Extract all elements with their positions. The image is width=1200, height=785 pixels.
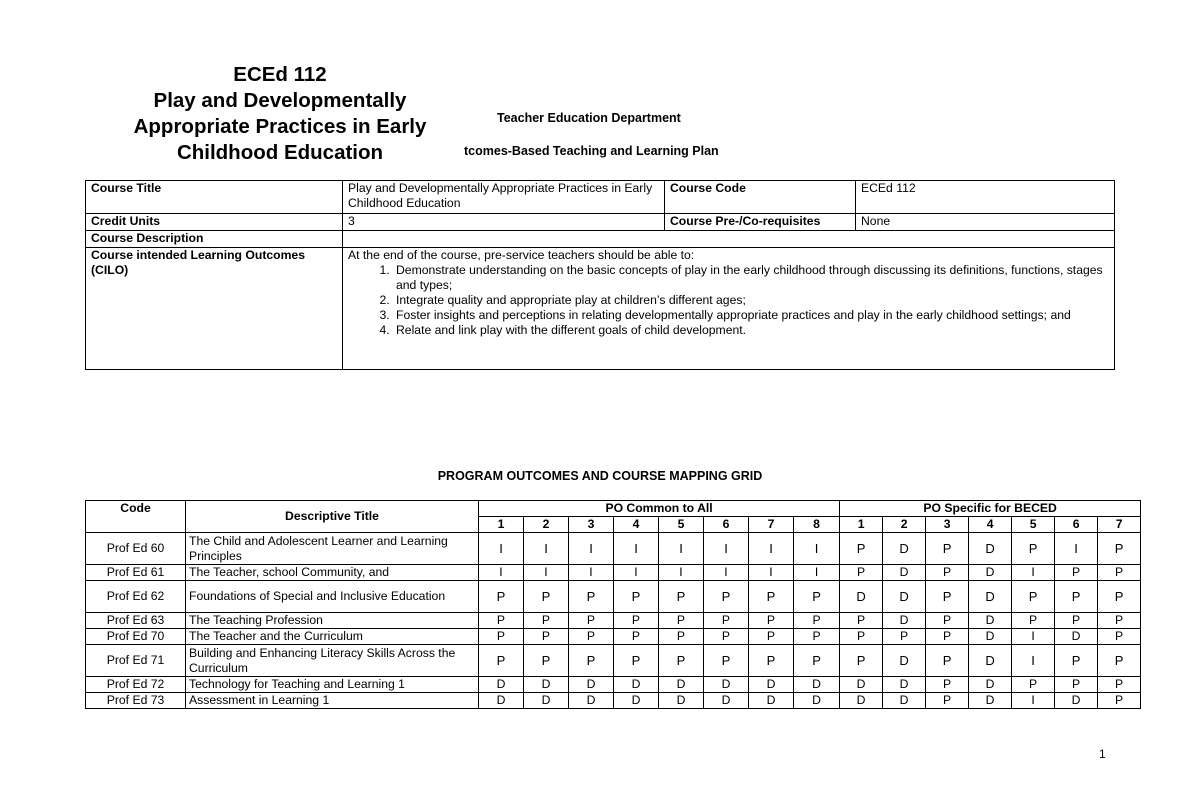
po-specific-cell: D <box>883 565 926 581</box>
po-specific-number: 5 <box>1012 517 1055 533</box>
course-code-cell: Prof Ed 72 <box>86 677 186 693</box>
po-specific-cell: P <box>1098 677 1141 693</box>
po-specific-cell: P <box>840 533 883 565</box>
po-specific-cell: P <box>1098 565 1141 581</box>
course-code-label: Course Code <box>665 181 856 214</box>
po-specific-cell: P <box>840 629 883 645</box>
po-specific-cell: P <box>926 533 969 565</box>
mapping-grid-table <box>85 500 1141 709</box>
cilo-list <box>348 263 1109 338</box>
po-specific-cell: P <box>1012 613 1055 629</box>
po-common-cell: P <box>569 613 614 629</box>
page-number: 1 <box>1099 747 1106 761</box>
course-code-cell: Prof Ed 70 <box>86 629 186 645</box>
po-common-cell: I <box>524 565 569 581</box>
po-common-cell: I <box>659 565 704 581</box>
po-common-cell: P <box>524 581 569 613</box>
descriptive-title-cell: Technology for Teaching and Learning 1 <box>186 677 479 693</box>
po-common-number: 2 <box>524 517 569 533</box>
po-common-cell: P <box>659 645 704 677</box>
po-specific-cell: P <box>883 629 926 645</box>
po-common-cell: P <box>659 581 704 613</box>
course-code-cell: Prof Ed 63 <box>86 613 186 629</box>
cilo-content <box>343 248 1115 370</box>
po-specific-cell: I <box>1012 629 1055 645</box>
po-common-cell: P <box>749 645 794 677</box>
po-specific-cell: D <box>840 677 883 693</box>
po-specific-cell: P <box>1098 581 1141 613</box>
descriptive-title-cell: Building and Enhancing Literacy Skills Across the Curriculum <box>186 645 479 677</box>
cilo-intro: At the end of the course, pre-service teachers should be able to: <box>348 248 695 262</box>
po-common-cell: P <box>479 629 524 645</box>
po-specific-cell: D <box>1055 693 1098 709</box>
descriptive-title-cell: Foundations of Special and Inclusive Education <box>186 581 479 613</box>
po-specific-cell: I <box>1012 565 1055 581</box>
po-specific-cell: P <box>1098 693 1141 709</box>
po-common-cell: I <box>794 565 840 581</box>
po-specific-cell: P <box>926 677 969 693</box>
po-common-cell: P <box>659 613 704 629</box>
po-specific-cell: P <box>1098 629 1141 645</box>
po-common-cell: P <box>659 629 704 645</box>
po-common-cell: I <box>749 533 794 565</box>
po-common-cell: I <box>479 565 524 581</box>
po-specific-cell: D <box>883 645 926 677</box>
po-common-cell: P <box>479 581 524 613</box>
po-specific-cell: P <box>926 693 969 709</box>
po-specific-number: 6 <box>1055 517 1098 533</box>
po-specific-cell: P <box>926 629 969 645</box>
po-common-header: PO Common to All <box>479 501 840 517</box>
descriptive-title-cell: The Teacher and the Curriculum <box>186 629 479 645</box>
course-code-cell: Prof Ed 61 <box>86 565 186 581</box>
course-code-cell: Prof Ed 71 <box>86 645 186 677</box>
po-specific-cell: P <box>840 613 883 629</box>
po-common-cell: I <box>659 533 704 565</box>
po-common-number: 8 <box>794 517 840 533</box>
po-common-cell: P <box>749 613 794 629</box>
po-common-cell: D <box>794 677 840 693</box>
po-specific-cell: D <box>969 629 1012 645</box>
po-common-cell: I <box>614 533 659 565</box>
credit-units-value: 3 <box>343 214 665 231</box>
po-common-cell: D <box>794 693 840 709</box>
po-common-number: 5 <box>659 517 704 533</box>
po-specific-cell: P <box>1098 533 1141 565</box>
descriptive-title-cell: The Teacher, school Community, and <box>186 565 479 581</box>
credit-units-label: Credit Units <box>86 214 343 231</box>
po-common-cell: I <box>479 533 524 565</box>
prerequisites-label: Course Pre-/Co-requisites <box>665 214 856 231</box>
descriptive-title-header: Descriptive Title <box>186 501 479 533</box>
po-specific-number: 4 <box>969 517 1012 533</box>
po-common-cell: D <box>659 693 704 709</box>
cilo-item: 4. Relate and link play with the different goals of child development. <box>393 323 1109 338</box>
po-common-cell: D <box>524 677 569 693</box>
department-heading: Teacher Education Department <box>497 111 681 125</box>
po-common-number: 4 <box>614 517 659 533</box>
po-common-cell: D <box>479 677 524 693</box>
po-common-cell: P <box>749 629 794 645</box>
table-row <box>86 677 1141 693</box>
po-specific-cell: D <box>840 581 883 613</box>
title-line: Appropriate Practices in Early <box>133 115 427 138</box>
po-common-number: 3 <box>569 517 614 533</box>
po-common-cell: P <box>794 629 840 645</box>
cilo-label: Course intended Learning Outcomes (CILO) <box>86 248 343 370</box>
po-specific-cell: P <box>840 565 883 581</box>
po-specific-cell: D <box>969 565 1012 581</box>
po-common-cell: D <box>569 677 614 693</box>
course-title-heading <box>105 62 455 166</box>
po-common-cell: I <box>749 565 794 581</box>
course-code-value: ECEd 112 <box>856 181 1115 214</box>
po-specific-cell: P <box>1055 645 1098 677</box>
po-common-cell: P <box>794 613 840 629</box>
po-common-cell: I <box>569 565 614 581</box>
course-info-table <box>85 180 1115 370</box>
po-specific-cell: P <box>1098 613 1141 629</box>
po-common-cell: D <box>659 677 704 693</box>
po-specific-number: 1 <box>840 517 883 533</box>
po-common-cell: P <box>614 645 659 677</box>
po-common-cell: P <box>704 629 749 645</box>
po-common-cell: D <box>749 677 794 693</box>
table-row <box>86 645 1141 677</box>
po-specific-cell: P <box>1098 645 1141 677</box>
po-specific-cell: P <box>926 581 969 613</box>
po-common-cell: D <box>614 693 659 709</box>
cilo-item: 3. Foster insights and perceptions in relating developmentally appropriate practices and play in the early childhood settings; and <box>393 308 1109 323</box>
po-specific-cell: D <box>969 645 1012 677</box>
po-common-number: 7 <box>749 517 794 533</box>
table-row <box>86 533 1141 565</box>
po-common-cell: P <box>704 581 749 613</box>
po-common-cell: P <box>704 613 749 629</box>
po-specific-cell: P <box>1055 565 1098 581</box>
po-specific-cell: D <box>883 677 926 693</box>
po-specific-cell: I <box>1055 533 1098 565</box>
po-common-cell: P <box>794 581 840 613</box>
po-common-cell: I <box>569 533 614 565</box>
po-common-cell: P <box>479 645 524 677</box>
cilo-item: 1. Demonstrate understanding on the basic concepts of play in the early childhood through discussing its definitions, functions, stages and types; <box>393 263 1109 293</box>
course-description-label: Course Description <box>86 231 343 248</box>
po-specific-cell: P <box>1012 581 1055 613</box>
po-specific-cell: D <box>969 581 1012 613</box>
po-common-cell: P <box>569 581 614 613</box>
po-common-cell: I <box>524 533 569 565</box>
mapping-grid-title: PROGRAM OUTCOMES AND COURSE MAPPING GRID <box>437 469 763 483</box>
po-common-cell: P <box>569 629 614 645</box>
po-common-cell: P <box>614 581 659 613</box>
table-row <box>86 581 1141 613</box>
po-common-cell: D <box>704 677 749 693</box>
descriptive-title-cell: The Child and Adolescent Learner and Learning Principles <box>186 533 479 565</box>
po-common-cell: I <box>704 565 749 581</box>
po-specific-cell: P <box>926 613 969 629</box>
po-common-cell: P <box>794 645 840 677</box>
po-specific-cell: D <box>969 677 1012 693</box>
title-line: Play and Developmentally <box>153 89 407 112</box>
po-common-cell: D <box>704 693 749 709</box>
cilo-item: 2. Integrate quality and appropriate play at children’s different ages; <box>393 293 1109 308</box>
course-code-cell: Prof Ed 62 <box>86 581 186 613</box>
po-specific-cell: D <box>883 533 926 565</box>
po-specific-cell: P <box>1055 613 1098 629</box>
po-specific-cell: P <box>1012 677 1055 693</box>
po-common-cell: P <box>749 581 794 613</box>
po-specific-cell: D <box>969 613 1012 629</box>
po-common-cell: P <box>524 645 569 677</box>
po-specific-number: 7 <box>1098 517 1141 533</box>
po-common-cell: D <box>749 693 794 709</box>
table-row <box>86 629 1141 645</box>
po-common-cell: I <box>704 533 749 565</box>
po-specific-cell: I <box>1012 645 1055 677</box>
po-common-cell: D <box>479 693 524 709</box>
po-specific-number: 2 <box>883 517 926 533</box>
po-specific-cell: I <box>1012 693 1055 709</box>
po-common-cell: D <box>614 677 659 693</box>
po-common-cell: P <box>704 645 749 677</box>
course-code-cell: Prof Ed 73 <box>86 693 186 709</box>
po-specific-cell: D <box>883 693 926 709</box>
plan-heading: tcomes-Based Teaching and Learning Plan <box>464 144 719 158</box>
course-description-value <box>343 231 1115 248</box>
po-common-cell: P <box>479 613 524 629</box>
course-title-label: Course Title <box>86 181 343 214</box>
grid-body <box>86 533 1141 709</box>
po-common-cell: P <box>614 613 659 629</box>
po-common-cell: P <box>524 629 569 645</box>
po-specific-number: 3 <box>926 517 969 533</box>
po-common-number: 1 <box>479 517 524 533</box>
course-title-value: Play and Developmentally Appropriate Practices in Early Childhood Education <box>343 181 665 214</box>
table-row <box>86 565 1141 581</box>
po-specific-cell: P <box>1055 581 1098 613</box>
po-specific-header: PO Specific for BECED <box>840 501 1141 517</box>
prerequisites-value: None <box>856 214 1115 231</box>
po-common-cell: P <box>569 645 614 677</box>
po-specific-cell: D <box>969 533 1012 565</box>
po-common-cell: D <box>569 693 614 709</box>
po-common-cell: P <box>614 629 659 645</box>
po-common-cell: I <box>614 565 659 581</box>
po-specific-cell: D <box>883 613 926 629</box>
table-row <box>86 613 1141 629</box>
po-common-cell: D <box>524 693 569 709</box>
descriptive-title-cell: The Teaching Profession <box>186 613 479 629</box>
po-specific-cell: P <box>840 645 883 677</box>
po-specific-cell: P <box>1055 677 1098 693</box>
code-header: Code <box>86 501 186 533</box>
po-common-cell: I <box>794 533 840 565</box>
title-line: ECEd 112 <box>233 63 327 86</box>
po-specific-cell: D <box>969 693 1012 709</box>
po-specific-cell: P <box>926 645 969 677</box>
po-specific-cell: D <box>883 581 926 613</box>
po-specific-cell: D <box>1055 629 1098 645</box>
po-specific-cell: P <box>926 565 969 581</box>
po-common-number: 6 <box>704 517 749 533</box>
po-specific-cell: P <box>1012 533 1055 565</box>
po-common-cell: P <box>524 613 569 629</box>
course-code-cell: Prof Ed 60 <box>86 533 186 565</box>
po-specific-cell: D <box>840 693 883 709</box>
table-row <box>86 693 1141 709</box>
descriptive-title-cell: Assessment in Learning 1 <box>186 693 479 709</box>
title-line: Childhood Education <box>176 141 384 164</box>
